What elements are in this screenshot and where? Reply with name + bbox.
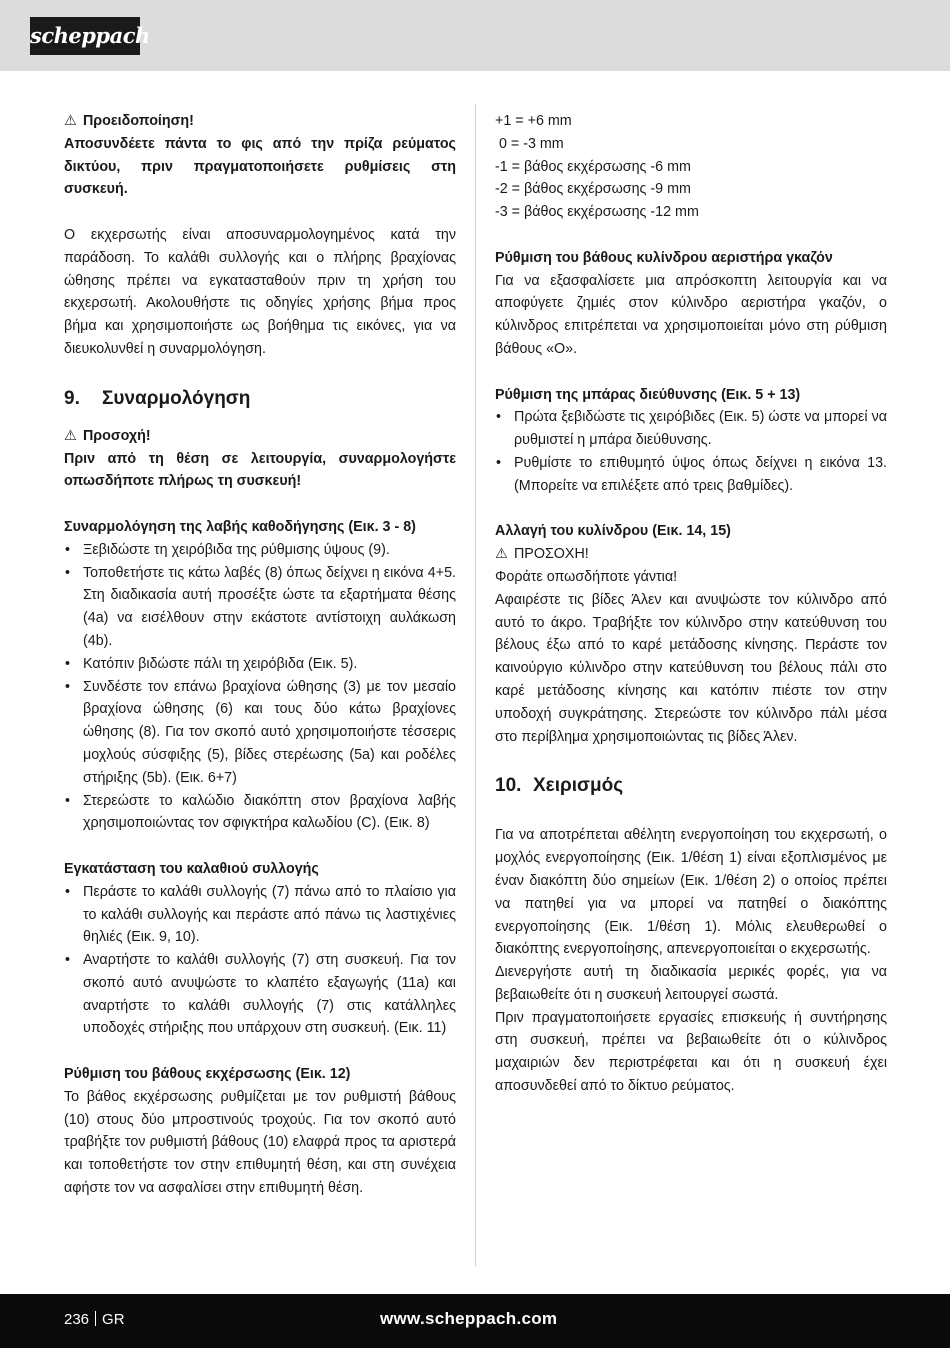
warning-text: Αποσυνδέετε πάντα το φις από την πρίζα ρεύματος δικτύου, πριν πραγματοποιήσετε ρυθμίσεις στη συσκευή. [64, 135, 456, 198]
list-item: • Κατόπιν βιδώστε πάλι τη χειρόβιδα (Εικ. 5). [64, 653, 456, 676]
caution-heading: ⚠ Προσοχή! [64, 425, 456, 448]
aerator-paragraph: Για να εξασφαλίσετε μια απρόσκοπτη λειτουργία και να αποφύγετε ζημιές στον κύλινδρο αεριστήρα γκαζόν, ο κύλινδρος επιτρέπεται να χρησιμοποιείται μόνο στη ρύθμιση βάθους «O». [495, 272, 887, 357]
list-item: • Αναρτήστε το καλάθι συλλογής (7) στη συσκευή. Για τον σκοπό αυτό ανυψώστε το κλαπέτο εξαγωγής (11a) και αναρτήστε το καλάθι συλλογής (7) στις κατάλληλες υποδοχές στήριξης που υπάρχουν στη συσκευή. (Εικ. 11) [64, 949, 456, 1040]
footer [0, 1294, 950, 1348]
list-item: • Συνδέστε τον επάνω βραχίονα ώθησης (3) με τον μεσαίο βραχίονα ώθησης (6) και τους δύο κάτω βραχίονες ώθησης (8). Για τον σκοπό αυτό χρησιμοποιήστε τέσσερις μοχλούς σύσφιξης (5), βίδες στερέωσης (5a) και ροδέλες στήριξης (5b). (Εικ. 6+7) [64, 676, 456, 790]
subheading-aerator: Ρύθμιση του βάθους κυλίνδρου αεριστήρα γκαζόν [495, 249, 833, 266]
roller-gloves: Φοράτε οπωσδήποτε γάντια! [495, 568, 678, 585]
operation-paragraph: Για να αποτρέπεται αθέλητη ενεργοποίηση του εκχερσωτή, ο μοχλός ενεργοποίησης (Εικ. 1/θέση 1) είναι εξοπλισμένος με έναν διακόπτη δύο σημείων (Εικ. 1/θέση 2) ο οποίος πρέπει να πατηθεί για να μπορεί να πατηθεί ο διακόπτης ενεργοποίησης (Εικ. 1/θέση 1). Μόλις ελευθερωθεί ο διακόπτης ενεργοποίησης, απενεργοποιείται ο εκχερσωτής. [495, 827, 887, 958]
subheading-bar: Ρύθμιση της μπάρας διεύθυνσης (Εικ. 5 + 13) [495, 386, 801, 403]
operation-paragraph: Διενεργήστε αυτή τη διαδικασία μερικές φορές, για να βεβαιωθείτε ότι η συσκευή λειτουργεί σωστά. [495, 964, 887, 1003]
list-item: • Ρυθμίστε το επιθυμητό ύψος όπως δείχνει η εικόνα 13. (Μπορείτε να επιλέξετε από τρεις βαθμίδες). [495, 452, 887, 498]
subheading-roller: Αλλαγή του κυλίνδρου (Εικ. 14, 15) [495, 523, 731, 540]
caution-text: Πριν από τη θέση σε λειτουργία, συναρμολογήστε οπωσδήποτε πλήρως τη συσκευή! [64, 450, 456, 490]
roller-warning: ⚠ ΠΡΟΣΟΧΗ! [495, 543, 887, 566]
depth-value-line: -3 = βάθος εκχέρσωσης -12 mm [495, 204, 699, 221]
list-item: • Τοποθετήστε τις κάτω λαβές (8) όπως δείχνει η εικόνα 4+5. Στη διαδικασία αυτή προσέξτε ώστε τα εξαρτήματα θέσης (4a) να εισέλθουν στην εκάστοτε αντίστοιχη αυλάκωση (4b). [64, 562, 456, 653]
header-band [0, 0, 950, 71]
scheppach-logo: scheppach [30, 17, 140, 55]
warning-icon: ⚠ [495, 546, 508, 563]
right-column [495, 110, 887, 1098]
subheading-handle: Συναρμολόγηση της λαβής καθοδήγησης (Εικ. 3 - 8) [64, 518, 416, 535]
warning-icon: ⚠ [64, 113, 77, 129]
website-url: www.scheppach.com [380, 1309, 558, 1328]
list-item: • Ξεβιδώστε τη χειρόβιδα της ρύθμισης ύψους (9). [64, 539, 456, 562]
section-heading-10: 10. Χειρισμός [495, 775, 624, 797]
depth-paragraph: Το βάθος εκχέρσωσης ρυθμίζεται με τον ρυθμιστή βάθους (10) στους δύο μπροστινούς τροχούς. Για τον σκοπό αυτό τραβήξτε τον ρυθμιστή βάθους (10) ελαφρά προς τα αριστερά και τοποθετήστε τον στην επιθυμητή θέση, και στη συνέχεια αφήστε τον να ασφαλίσει στην επιθυμητή θέση. [64, 1088, 456, 1197]
column-divider [475, 104, 476, 1266]
bar-steps-list [495, 406, 887, 497]
basket-steps-list [64, 881, 456, 1041]
list-item: • Περάστε το καλάθι συλλογής (7) πάνω από το πλαίσιο για το καλάθι συλλογής και περάστε από πάνω τις λαστιχένιες θηλιές (Εικ. 9, 10). [64, 881, 456, 949]
page-number: 236 GR [64, 1311, 125, 1328]
depth-value-line: +1 = +6 mm [495, 113, 572, 129]
section-heading-9: 9. Συναρμολόγηση [64, 387, 251, 409]
operation-paragraph: Πριν πραγματοποιήσετε εργασίες επισκευής ή συντήρησης στη συσκευή, πρέπει να βεβαιωθείτε ότι ο κύλινδρος μαχαιριών δεν περιστρέφεται και ότι η συσκευή έχει αποσυνδεθεί από το δίκτυο ρεύματος. [495, 1009, 887, 1095]
handle-steps-list [64, 539, 456, 835]
left-column [64, 110, 456, 1200]
warning-heading: ⚠ Προειδοποίηση! [64, 110, 456, 133]
warning-icon: ⚠ [64, 427, 77, 444]
subheading-basket: Εγκατάσταση του καλαθιού συλλογής [64, 860, 319, 877]
depth-value-line: 0 = -3 mm [495, 135, 564, 152]
roller-paragraph: Αφαιρέστε τις βίδες Άλεν και ανυψώστε τον κύλινδρο από αυτό το άκρο. Τραβήξτε τον κύλινδρο στην κατεύθυνση του βέλους έξω από το καρέ μετάδοσης κίνησης. Περάστε τον καινούργιο κύλινδρο στην κατεύθυνση του βέλους πάλι στο καρέ μετάδοσης κίνησης και κατόπιν πιέστε τον στην υποδοχή συγκράτησης. Στερεώστε τον κύλινδρο πάλι μέσα στο περίβλημα χρησιμοποιώντας τις βίδες Άλεν. [495, 591, 887, 745]
subheading-depth: Ρύθμιση του βάθους εκχέρσωσης (Εικ. 12) [64, 1066, 351, 1083]
depth-value-line: -2 = βάθος εκχέρσωσης -9 mm [495, 181, 691, 198]
list-item: • Πρώτα ξεβιδώστε τις χειρόβιδες (Εικ. 5) ώστε να μπορεί να ρυθμιστεί η μπάρα διεύθυνσης. [495, 406, 887, 452]
list-item: • Στερεώστε το καλώδιο διακόπτη στον βραχίονα λαβής χρησιμοποιώντας τον σφιγκτήρα καλωδίου (C). (Εικ. 8) [64, 790, 456, 836]
depth-value-line: -1 = βάθος εκχέρσωσης -6 mm [495, 158, 691, 175]
intro-paragraph: Ο εκχερσωτής είναι αποσυναρμολογημένος κατά την παράδοση. Το καλάθι συλλογής και ο πλήρης βραχίονας ώθησης πρέπει να εγκατασταθούν πριν τη χρήση του εκχερσωτή. Ακολουθήστε τις οδηγίες χρήσης βήμα προς βήμα και χρησιμοποιήστε ως βοήθημα τις εικόνες, για να διευκολυνθεί η συναρμολόγηση. [64, 226, 456, 357]
